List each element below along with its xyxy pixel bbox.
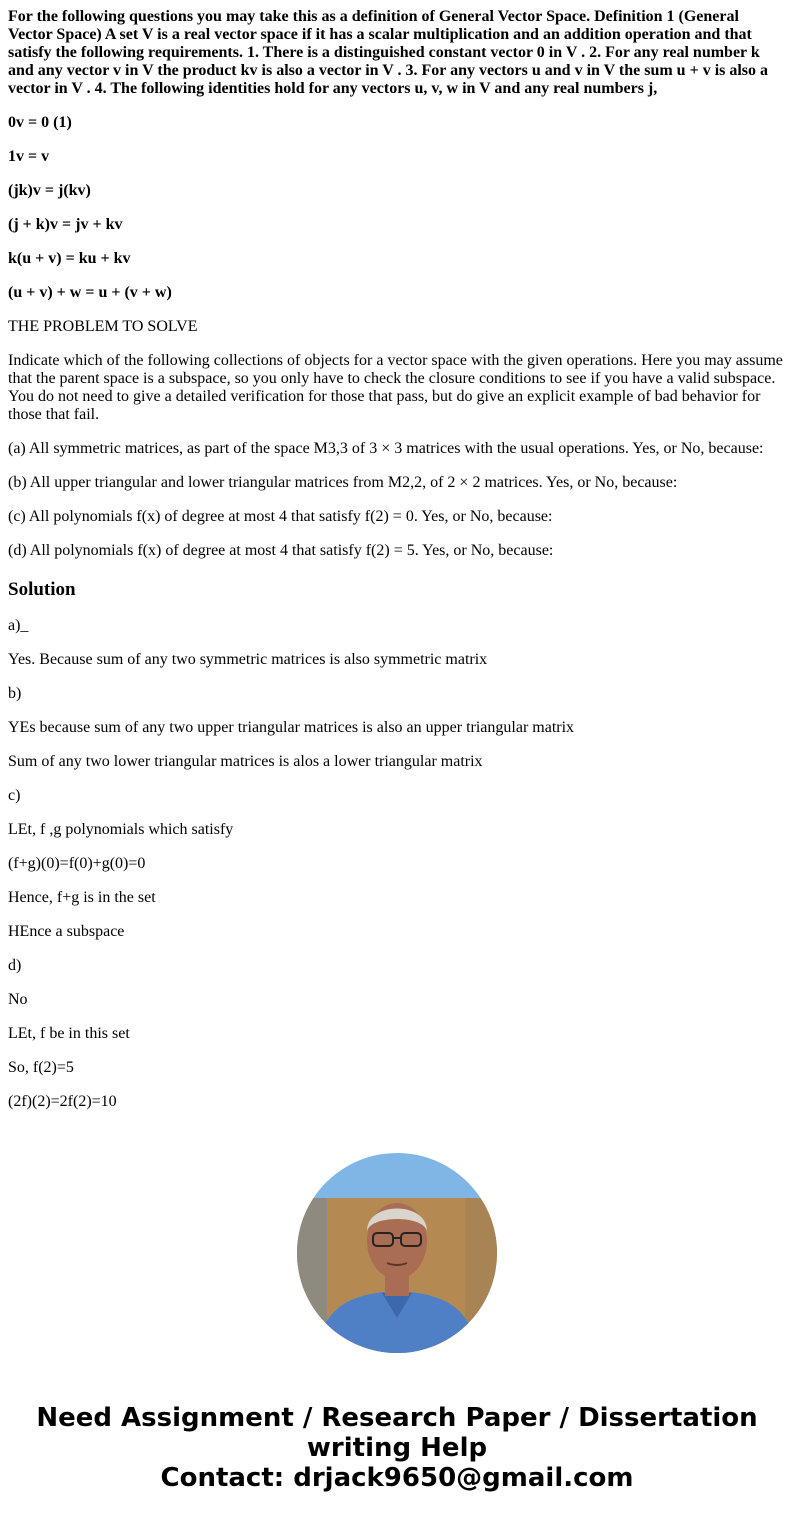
document-body	[8, 8, 786, 1127]
promo-contact: Contact: drjack9650@gmail.com	[160, 1463, 634, 1493]
solution-line: HEnce a subspace	[8, 923, 125, 940]
solution-line: YEs because sum of any two upper triangular matrices is also an upper triangular matrix	[8, 719, 575, 736]
question-part: (d) All polynomials f(x) of degree at most 4 that satisfy f(2) = 5. Yes, or No, because:	[8, 542, 554, 559]
solution-line: Hence, f+g is in the set	[8, 889, 156, 906]
problem-heading: THE PROBLEM TO SOLVE	[8, 318, 198, 335]
solution-heading: Solution	[8, 579, 76, 600]
solution-line: LEt, f be in this set	[8, 1025, 130, 1042]
identity-line: (j + k)v = jv + kv	[8, 216, 123, 233]
solution-line: (2f)(2)=2f(2)=10	[8, 1093, 117, 1110]
solution-line: (f+g)(0)=f(0)+g(0)=0	[8, 855, 146, 872]
avatar-door	[297, 1198, 327, 1353]
identity-line: 1v = v	[8, 148, 50, 165]
promo-line: Need Assignment / Research Paper / Dissertation	[36, 1403, 758, 1433]
promo-line: writing Help	[306, 1433, 488, 1463]
avatar-panel	[465, 1198, 497, 1353]
problem-text: Indicate which of the following collections of objects for a vector space with the given operations. Here you may assume that the parent space is a subspace, so you only have to check the closure conditions to see if you have a valid subspace. You do not need to give a detailed verification for those that pass, but do give an explicit example of bad behavior for those that fail.	[8, 352, 783, 423]
author-avatar	[297, 1153, 497, 1353]
solution-line: Sum of any two lower triangular matrices is alos a lower triangular matrix	[8, 753, 483, 770]
solution-line: a)_	[8, 617, 29, 634]
question-part: (c) All polynomials f(x) of degree at most 4 that satisfy f(2) = 0. Yes, or No, because:	[8, 508, 553, 525]
solution-line: LEt, f ,g polynomials which satisfy	[8, 821, 234, 838]
author-portrait-image	[297, 1153, 497, 1353]
solution-line: d)	[8, 957, 22, 974]
solution-line: c)	[8, 787, 21, 804]
solution-line: Yes. Because sum of any two symmetric matrices is also symmetric matrix	[8, 651, 488, 668]
question-part: (b) All upper triangular and lower triangular matrices from M2,2, of 2 × 2 matrices. Yes, or No, because:	[8, 474, 678, 491]
identity-line: 0v = 0 (1)	[8, 114, 72, 131]
solution-line: So, f(2)=5	[8, 1059, 74, 1076]
question-intro: For the following questions you may take this as a definition of General Vector Space. Definition 1 (General Vector Space) A set V is a real vector space if it has a scalar multiplication and an addition operation and that satisfy the following requirements. 1. There is a distinguished constant vector 0 in V . 2. For any real number k and any vector v in V the product kv is also a vector in V . 3. For any vectors u and v in V the sum u + v is also a vector in V . 4. The following identities hold for any vectors u, v, w in V and any real numbers j,	[8, 8, 769, 97]
promo-banner	[0, 1403, 794, 1493]
question-part: (a) All symmetric matrices, as part of the space M3,3 of 3 × 3 matrices with the usual operations. Yes, or No, because:	[8, 440, 764, 457]
identity-line: (u + v) + w = u + (v + w)	[8, 284, 172, 301]
solution-line: b)	[8, 685, 22, 702]
identity-line: k(u + v) = ku + kv	[8, 250, 131, 267]
identity-line: (jk)v = j(kv)	[8, 182, 91, 199]
solution-line: No	[8, 991, 28, 1008]
